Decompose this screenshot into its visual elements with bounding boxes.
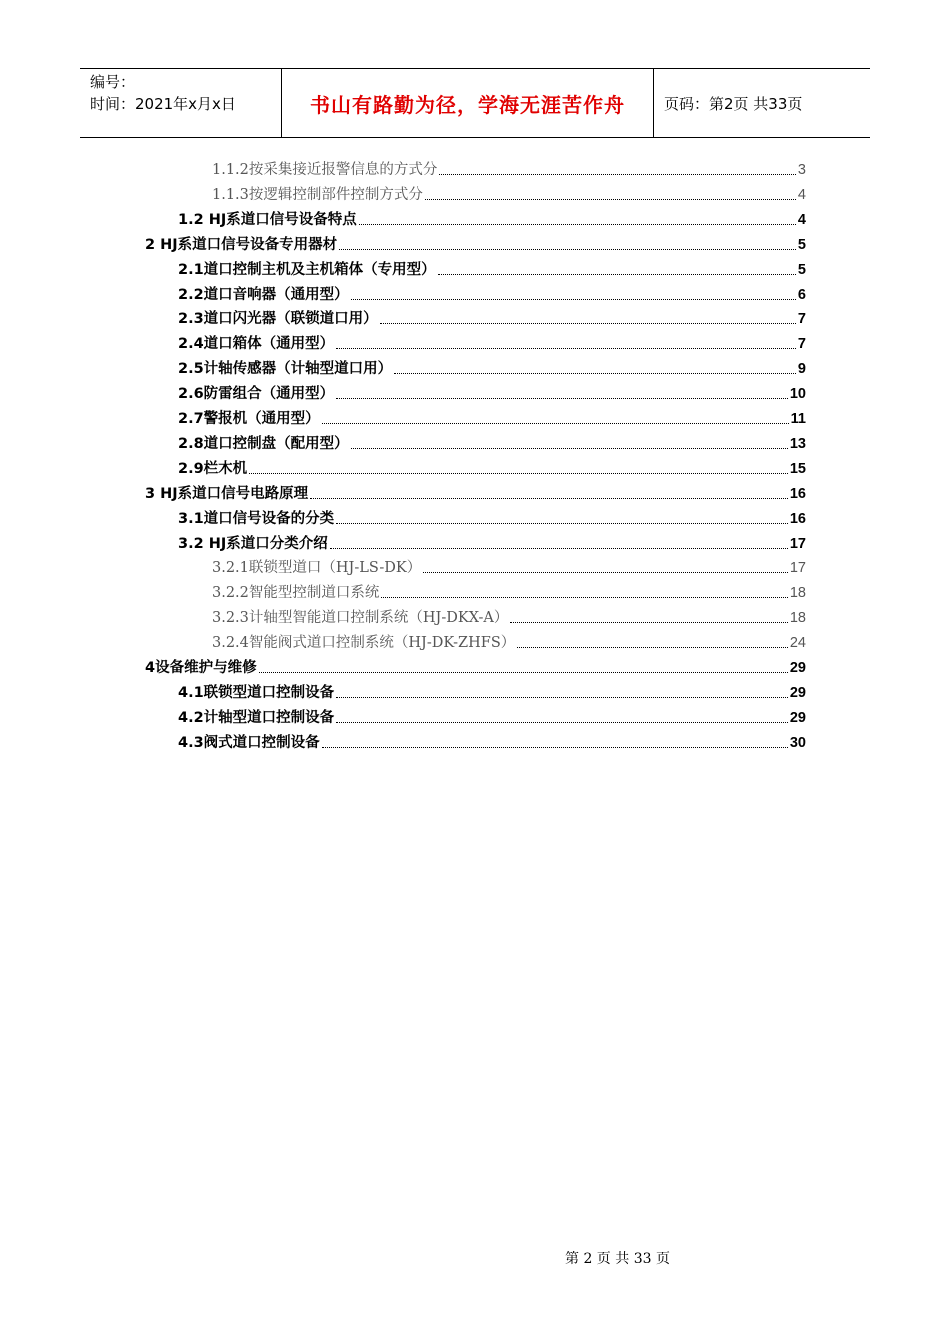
toc-entry-title: 3.2 HJ系道口分类介绍 [178,535,328,552]
toc-leader-dots [510,621,787,623]
toc-entry-title: 2.5计轴传感器（计轴型道口用） [178,361,393,378]
document-number-label: 编号： [90,73,136,91]
toc-entry-page: 29 [789,684,806,701]
toc-entry[interactable] [212,631,806,653]
toc-entry-title: 3.1道口信号设备的分类 [178,510,335,527]
document-date: 时间：2021年x月x日 [90,95,236,113]
toc-entry[interactable] [178,208,806,230]
toc-leader-dots [310,497,788,499]
footer-page-number: 第 2 页 共 33 页 [565,1251,670,1267]
toc-leader-dots [394,372,796,374]
toc-entry-title: 4.2计轴型道口控制设备 [178,709,335,726]
toc-entry[interactable] [145,482,806,504]
toc-entry-title: 3.2.2智能型控制道口系统 [212,585,380,602]
toc-entry-title: 3.2.3计轴型智能道口控制系统（HJ-DKX-A） [212,610,509,627]
toc-entry-page: 17 [789,535,806,552]
toc-entry-page: 3 [797,162,806,178]
toc-entry[interactable] [178,532,806,554]
toc-leader-dots [336,347,796,349]
toc-entry[interactable] [178,332,806,354]
toc-leader-dots [249,472,788,474]
toc-entry[interactable] [178,731,806,753]
toc-leader-dots [381,596,787,598]
toc-leader-dots [330,547,788,549]
toc-entry-page: 10 [789,386,806,403]
toc-leader-dots [336,522,788,524]
toc-entry-page: 9 [797,361,806,378]
toc-entry-page: 7 [797,311,806,328]
toc-entry-page: 5 [797,261,806,278]
toc-leader-dots [351,447,788,449]
toc-entry-title: 1.1.2按采集接近报警信息的方式分 [212,162,438,178]
toc-entry-title: 1.2 HJ系道口信号设备特点 [178,211,357,228]
toc-entry[interactable] [212,556,806,578]
toc-entry-title: 2.1道口控制主机及主机箱体（专用型） [178,261,436,278]
toc-entry[interactable] [178,407,806,429]
toc-entry[interactable] [178,307,806,329]
toc-entry-title: 2.3道口闪光器（联锁道口用） [178,311,378,328]
toc-entry[interactable] [212,606,806,628]
toc-entry[interactable] [178,382,806,404]
toc-entry-page: 18 [789,585,806,602]
toc-entry-title: 3.2.4智能阀式道口控制系统（HJ-DK-ZHFS） [212,635,516,652]
toc-leader-dots [339,248,796,250]
toc-entry-page: 30 [789,734,806,751]
toc-leader-dots [359,223,796,225]
toc-entry-page: 15 [789,460,806,477]
header-page-info: 页码：第2页 共33页 [664,94,803,113]
toc-entry-title: 2.6防雷组合（通用型） [178,386,335,403]
toc-entry-page: 18 [789,610,806,627]
page-header [80,68,870,138]
toc-entry-page: 16 [789,510,806,527]
toc-entry[interactable] [212,158,806,180]
toc-entry-title: 4.3阀式道口控制设备 [178,734,320,751]
toc-leader-dots [259,671,788,673]
toc-leader-dots [423,571,788,573]
toc-entry-page: 5 [797,236,806,253]
toc-entry-page: 7 [797,336,806,353]
toc-leader-dots [425,198,796,200]
toc-entry-title: 2 HJ系道口信号设备专用器材 [145,236,338,253]
toc-leader-dots [336,696,788,698]
toc-entry-title: 2.4道口箱体（通用型） [178,336,335,353]
toc-entry-page: 17 [789,560,806,577]
toc-entry[interactable] [178,681,806,703]
toc-entry-title: 4.1联锁型道口控制设备 [178,684,335,701]
toc-entry-page: 16 [789,485,806,502]
header-meta [80,69,282,137]
toc-entry[interactable] [178,457,806,479]
toc-leader-dots [380,322,796,324]
toc-entry[interactable] [178,507,806,529]
toc-leader-dots [438,273,796,275]
toc-entry-page: 4 [797,211,806,228]
header-motto: 书山有路勤为径，学海无涯苦作舟 [282,69,654,137]
toc-entry-page: 24 [789,635,806,652]
toc-entry[interactable] [178,258,806,280]
toc-entry-page: 13 [789,435,806,452]
toc-entry-page: 4 [797,186,806,203]
toc-entry-title: 2.2道口音响器（通用型） [178,286,349,303]
toc-leader-dots [322,422,789,424]
toc-leader-dots [351,298,796,300]
toc-leader-dots [336,397,788,399]
toc-entry[interactable] [178,432,806,454]
toc-leader-dots [336,721,788,723]
toc-entry[interactable] [178,357,806,379]
toc-entry-title: 3 HJ系道口信号电路原理 [145,485,309,502]
toc-entry-title: 2.8道口控制盘（配用型） [178,435,349,452]
toc-entry-page: 29 [789,660,806,676]
toc-entry-page: 29 [789,709,806,726]
toc-entry-page: 11 [790,411,806,427]
toc-entry-title: 4设备维护与维修 [145,660,257,676]
toc-entry-title: 3.2.1联锁型道口（HJ-LS-DK） [212,560,422,577]
toc-entry-title: 2.7警报机（通用型） [178,411,320,427]
toc-entry-title: 1.1.3按逻辑控制部件控制方式分 [212,186,423,203]
toc-entry[interactable] [145,233,806,255]
toc-entry-page: 6 [797,286,806,303]
toc-entry-title: 2.9栏木机 [178,460,248,477]
toc-leader-dots [517,646,788,648]
toc-entry[interactable] [178,706,806,728]
toc-entry[interactable] [145,656,806,678]
toc-leader-dots [322,746,788,748]
toc-entry[interactable] [178,283,806,305]
toc-entry[interactable] [212,581,806,603]
toc-leader-dots [439,173,796,175]
toc-entry[interactable] [212,183,806,205]
